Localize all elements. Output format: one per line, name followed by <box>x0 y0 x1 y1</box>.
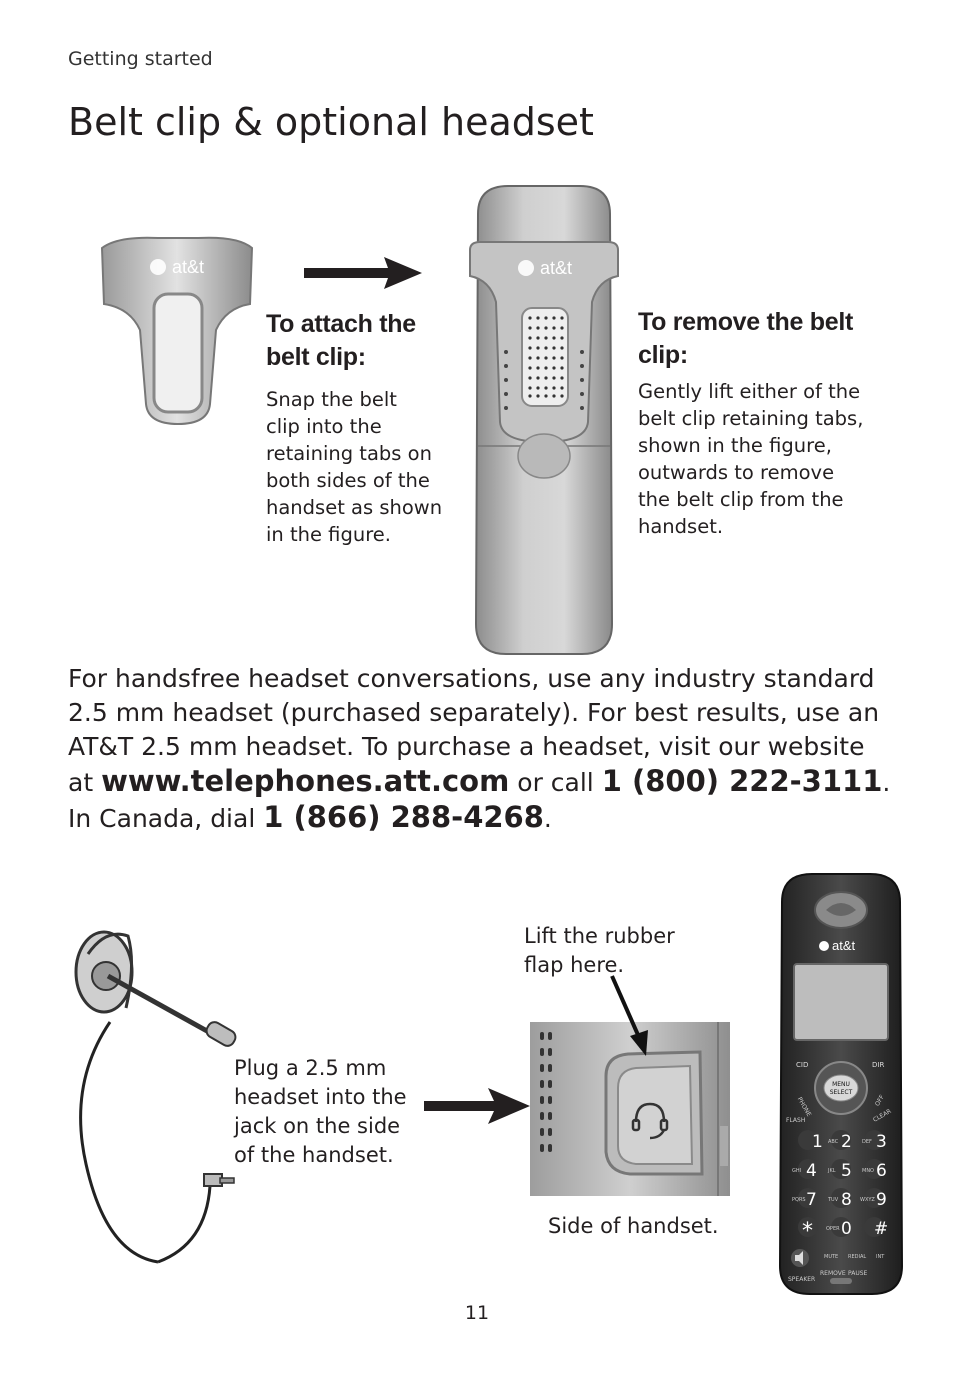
key-5: 5 <box>841 1161 852 1181</box>
key-7-sub: PQRS <box>792 1197 806 1203</box>
key-9: 9 <box>876 1190 887 1210</box>
attach-instructions: Snap the belt clip into the retaining tabs on both sides of the handset as shown in the figure. <box>266 388 443 546</box>
lift-caption: Lift the rubber flap here. <box>524 924 675 977</box>
key-7: 7 <box>806 1190 817 1210</box>
key-0-sub: OPER <box>826 1226 840 1232</box>
remove-instructions: Gently lift either of the belt clip retaining tabs, shown in the figure, outwards to remove the belt clip from the handset. <box>638 380 864 538</box>
page-title: Belt clip & optional headset <box>68 100 594 144</box>
key-3-sub: DEF <box>862 1139 872 1145</box>
phone-key-label: PHONE <box>795 1096 813 1118</box>
handset-back-illustration <box>468 184 620 656</box>
redial-key-label: REDIAL <box>848 1254 867 1260</box>
pause-label: PAUSE <box>848 1270 868 1277</box>
phone-number-us: 1 (800) 222-3111 <box>601 764 883 798</box>
remove-heading: To remove the belt clip: <box>638 308 854 369</box>
side-caption: Side of handset. <box>548 1214 719 1238</box>
key-1: 1 <box>812 1132 823 1152</box>
mute-key-label: MUTE <box>824 1254 839 1260</box>
key-6-sub: MNO <box>862 1168 874 1174</box>
key-9-sub: WXYZ <box>860 1197 875 1203</box>
right-arrow-icon <box>304 255 424 291</box>
handset-back-brand: at&t <box>540 258 573 278</box>
key-0: 0 <box>841 1219 852 1239</box>
menu-select-line1: MENU <box>832 1081 850 1088</box>
belt-clip-brand: at&t <box>172 257 205 277</box>
key-5-sub: JKL <box>828 1168 836 1174</box>
page-number: 11 <box>464 1302 490 1324</box>
key-2-sub: ABC <box>828 1139 839 1145</box>
section-label: Getting started <box>68 48 213 70</box>
key-6: 6 <box>876 1161 887 1181</box>
flash-key-label: FLASH <box>786 1117 806 1124</box>
dir-key-label: DIR <box>872 1061 885 1069</box>
cid-key-label: CID <box>796 1061 809 1069</box>
key-8-sub: TUV <box>828 1197 839 1203</box>
menu-select-line2: SELECT <box>829 1089 853 1096</box>
headset-illustration <box>66 924 246 1284</box>
handset-side-illustration <box>530 976 732 1198</box>
handset-front-brand: at&t <box>832 938 856 953</box>
handset-front-illustration <box>778 872 904 1296</box>
belt-clip-illustration <box>98 234 258 434</box>
key-4: 4 <box>806 1161 817 1181</box>
plug-caption: Plug a 2.5 mm headset into the jack on the side of the handset. <box>234 1056 407 1167</box>
remove-label: REMOVE <box>820 1270 846 1277</box>
headset-paragraph: For handsfree headset conversations, use any industry standard 2.5 mm headset (purchased separately). For best results, use an AT&T 2.5 mm headset. To purchase a headset, visit our website at www.telephones.att.com or call 1 (800) 222-3111. In Canada, dial 1 (866) 288-4268. <box>68 664 891 834</box>
speaker-label: SPEAKER <box>788 1276 816 1283</box>
int-key-label: INT <box>876 1254 885 1260</box>
off-key-label: OFF <box>873 1093 886 1108</box>
key-3: 3 <box>876 1132 887 1152</box>
key-4-sub: GHI <box>792 1168 802 1174</box>
attach-heading: To attach the belt clip: <box>266 310 416 371</box>
key-8: 8 <box>841 1190 852 1210</box>
website-link[interactable]: www.telephones.att.com <box>101 764 510 798</box>
key-star: * <box>802 1219 813 1244</box>
right-arrow-icon <box>424 1086 532 1126</box>
key-2: 2 <box>841 1132 852 1152</box>
key-hash: # <box>874 1219 889 1239</box>
phone-number-canada: 1 (866) 288-4268 <box>263 800 544 834</box>
clear-key-label: CLEAR <box>872 1107 893 1124</box>
